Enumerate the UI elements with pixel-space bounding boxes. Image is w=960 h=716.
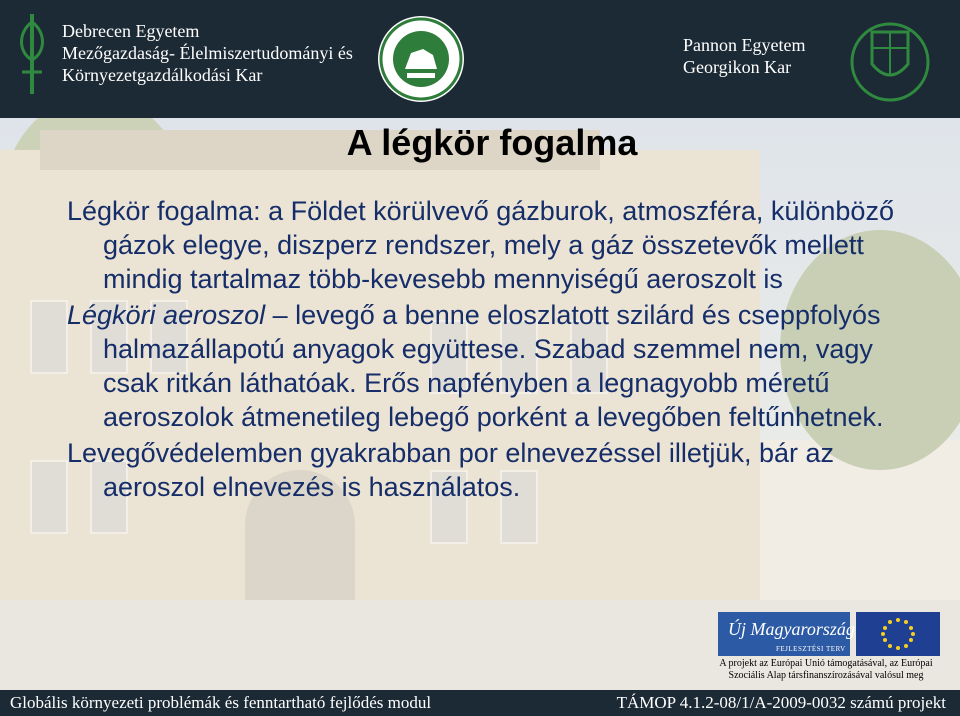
footer-project-id: TÁMOP 4.1.2-08/1/A-2009-0032 számú projekt — [616, 693, 946, 712]
paragraph-definition: Légkör fogalma: a Földet körülvevő gázburok, atmoszféra, különböző gázok elegye, diszperz rendszer, mely a gáz összetevők mellett mindig tartalmaz több-kevesebb mennyiségű aeroszolt is — [67, 196, 894, 294]
slide-footer — [0, 690, 960, 716]
eu-flag-icon — [856, 612, 940, 656]
university-seal-icon — [377, 15, 465, 103]
eu-funding-note: A projekt az Európai Unió támogatásával, az Európai Szociális Alap társfinanszírozásával valósul meg — [719, 658, 933, 681]
footer-module-name: Globális környezeti problémák és fenntartható fejlődés modul — [10, 693, 432, 712]
paragraph-usage: Levegővédelemben gyakrabban por elnevezéssel illetjük, bár az aeroszol elnevezés is használatos. — [67, 438, 834, 502]
slide-header-band — [0, 0, 960, 118]
right-university-name: Pannon Egyetem Georgikon Kar — [683, 35, 806, 77]
slide-body — [67, 194, 927, 506]
left-university-name: Debrecen Egyetem Mezőgazdaság- Élelmiszertudományi és Környezetgazdálkodási Kar — [62, 21, 353, 85]
paragraph-aerosol: Légköri aeroszol – levegő a benne eloszlatott szilárd és cseppfolyós halmazállapotú anyagok együttese. Szabad szemmel nem, vagy csak ritkán láthatóak. Erős napfényben a legnagyobb méretű aeroszolok átmenetileg lebegő porként a levegőben feltűnhetnek. — [67, 300, 884, 432]
debrecen-emblem-icon — [14, 12, 50, 98]
slide-title: A légkör fogalma — [346, 122, 638, 163]
aerosol-term: Légköri aeroszol — [67, 300, 266, 330]
uj-magyarorszag-logo: Új Magyarország FEJLESZTÉSI TERV — [718, 612, 850, 656]
funding-logos — [710, 612, 942, 690]
pannon-crest-icon — [850, 16, 930, 106]
